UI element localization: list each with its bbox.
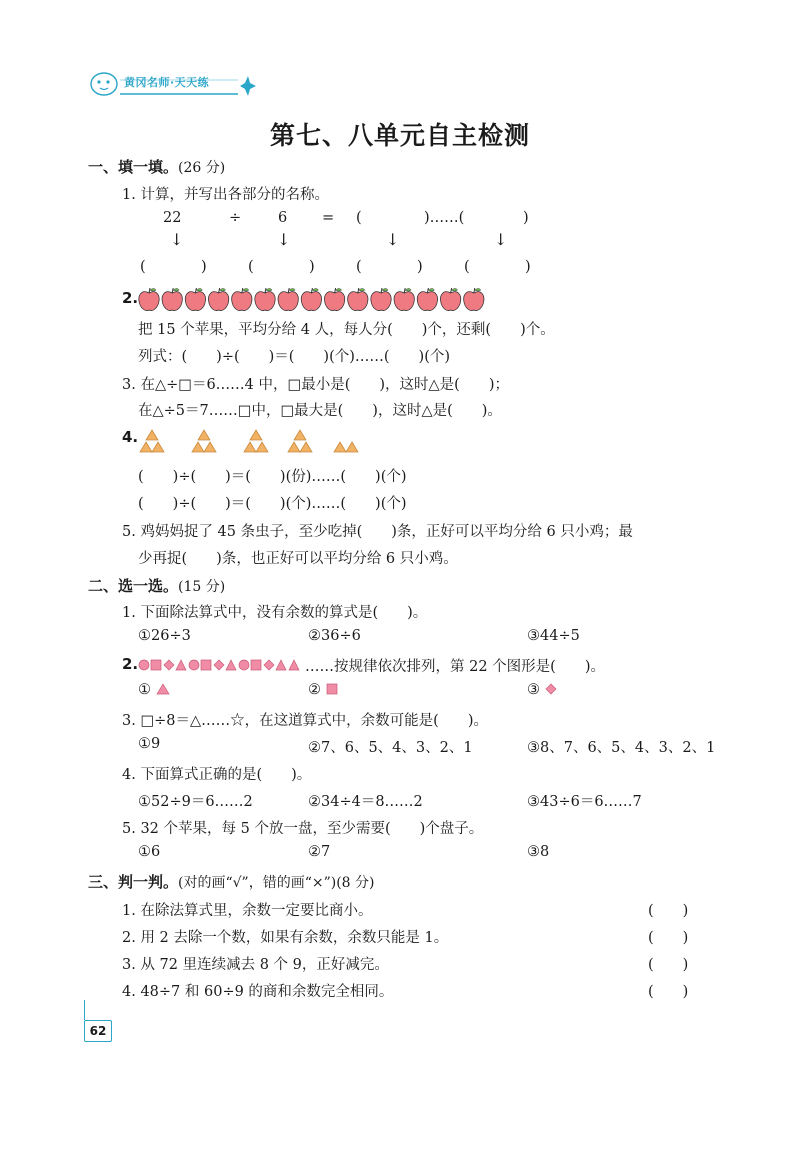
s3-item-4: 4. 48÷7 和 60÷9 的商和余数完全相同。 <box>122 984 394 1000</box>
s2-q3-text: 3. □÷8＝△……☆，在这道算式中，余数可能是( )。 <box>122 713 488 729</box>
apple-icon <box>301 288 321 311</box>
s2-q5-text: 5. 32 个苹果，每 5 个放一盘，至少需要( )个盘子。 <box>122 821 484 837</box>
apple-icon <box>440 288 460 311</box>
triangle-icon <box>244 430 268 452</box>
apple-icon <box>371 288 391 311</box>
s1-q4-line2: ( )÷( )＝( )(个)……( )(个) <box>138 496 407 512</box>
s2-q2-text: ……按规律依次排列，第 22 个图形是( )。 <box>305 659 605 675</box>
expr-div: ÷ <box>229 210 242 226</box>
s1-q2-num: 2. <box>122 289 139 307</box>
apple-icon <box>232 288 252 311</box>
s2-q4-text: 4. 下面算式正确的是( )。 <box>122 767 312 783</box>
logo-text: 黄冈名师·天天练 <box>124 76 210 89</box>
s2-q4-opt2: ②34÷4＝8……2 <box>308 794 423 810</box>
s2-q3-opt3: ③8、7、6、5、4、3、2、1 <box>527 740 716 756</box>
shape-pattern <box>138 657 302 673</box>
triangle-icon <box>156 683 170 695</box>
apple-icon <box>162 288 182 311</box>
s2-q2-opt2: ② <box>308 682 339 698</box>
s2-q1-opt3: ③44÷5 <box>527 628 580 644</box>
blank-close: ) <box>201 259 207 275</box>
s3-item-3: 3. 从 72 里连续减去 8 个 9，正好减完。 <box>122 957 389 973</box>
expr-paren-close: ) <box>523 210 529 226</box>
s2-q3-opt1: ①9 <box>138 736 161 752</box>
s3-paren-1[interactable]: ( ) <box>648 903 689 919</box>
triangle-shape <box>176 660 186 670</box>
blank-open: ( <box>464 259 470 275</box>
page-title: 第七、八单元自主检测 <box>269 121 530 150</box>
expr-22: 22 <box>163 210 182 226</box>
s3-paren-3[interactable]: ( ) <box>648 957 689 973</box>
s2-q2-opt1: ① <box>138 682 170 698</box>
s1-q2-line1: 把 15 个苹果，平均分给 4 人，每人分( )个，还剩( )个。 <box>138 322 555 338</box>
s1-q1-text: 1. 计算，并写出各部分的名称。 <box>122 187 329 203</box>
s2-q5-opt2: ②7 <box>308 844 331 860</box>
apple-icon <box>464 288 484 311</box>
apple-icon <box>278 288 298 311</box>
circle-shape <box>139 660 149 670</box>
apple-icon <box>139 288 159 311</box>
blank-close: ) <box>417 259 423 275</box>
s2-q4-opt3: ③43÷6＝6……7 <box>527 794 642 810</box>
s2-q2-num: 2. <box>122 655 139 673</box>
apple-icon <box>417 288 437 311</box>
s2-q4-opt1: ①52÷9＝6……2 <box>138 794 253 810</box>
s3-item-1: 1. 在除法算式里，余数一定要比商小。 <box>122 903 373 919</box>
arrow-down-icon: ↓ <box>386 230 400 249</box>
s2-q1-opt1: ①26÷3 <box>138 628 191 644</box>
apples-row <box>138 286 488 314</box>
s1-q5-line1: 5. 鸡妈妈捉了 45 条虫子，至少吃掉( )条，正好可以平均分给 6 只小鸡；最 <box>122 524 633 540</box>
expr-6: 6 <box>278 210 288 226</box>
arrow-down-icon: ↓ <box>170 230 184 249</box>
apple-icon <box>348 288 368 311</box>
header-logo <box>88 66 258 98</box>
apple-icon <box>255 288 275 311</box>
s1-q4-num: 4. <box>122 428 139 446</box>
s1-q4-line1: ( )÷( )＝( )(份)……( )(个) <box>138 469 407 485</box>
diamond-shape <box>164 660 174 670</box>
triangle-groups <box>138 428 378 458</box>
triangle-icon <box>288 430 312 452</box>
square-icon <box>326 683 339 695</box>
page-number: 62 <box>84 1020 112 1042</box>
s2-q5-opt3: ③8 <box>527 844 550 860</box>
triangle-icon <box>192 430 216 452</box>
triangle-icon <box>140 430 164 452</box>
arrow-down-icon: ↓ <box>494 230 508 249</box>
expr-eq: = <box>322 210 335 226</box>
triangle-icon <box>334 442 358 452</box>
section1-heading: 一、填一填。(26 分) <box>88 158 226 176</box>
square-shape <box>151 660 161 670</box>
s2-q1-text: 1. 下面除法算式中，没有余数的算式是( )。 <box>122 605 428 621</box>
blank-close: ) <box>309 259 315 275</box>
diamond-icon <box>545 683 558 695</box>
expr-paren-open: ( <box>356 210 362 226</box>
section2-heading: 二、选一选。(15 分) <box>88 577 226 595</box>
s2-q5-opt1: ①6 <box>138 844 161 860</box>
blank-open: ( <box>140 259 146 275</box>
apple-icon <box>394 288 414 311</box>
arrow-down-icon: ↓ <box>277 230 291 249</box>
apple-icon <box>208 288 228 311</box>
s2-q2-opt3: ③ <box>527 682 558 698</box>
blank-open: ( <box>356 259 362 275</box>
apple-icon <box>324 288 344 311</box>
s1-q5-line2: 少再捉( )条，也正好可以平均分给 6 只小鸡。 <box>138 551 458 567</box>
expr-remainder: )……( <box>424 210 465 226</box>
blank-close: ) <box>525 259 531 275</box>
s1-q2-line2: 列式：( )÷( )＝( )(个)……( )(个) <box>138 349 451 365</box>
page-number-rule <box>84 1000 85 1020</box>
s3-paren-4[interactable]: ( ) <box>648 984 689 1000</box>
sparkle-icon <box>240 76 256 96</box>
blank-open: ( <box>248 259 254 275</box>
apple-icon <box>185 288 205 311</box>
section3-heading: 三、判一判。(对的画“√”，错的画“×”)(8 分) <box>88 873 375 891</box>
s2-q3-opt2: ②7、6、5、4、3、2、1 <box>308 740 473 756</box>
s2-q1-opt2: ②36÷6 <box>308 628 361 644</box>
s3-paren-2[interactable]: ( ) <box>648 930 689 946</box>
s1-q3-line1: 3. 在△÷□＝6……4 中，□最小是( )，这时△是( )； <box>122 377 509 393</box>
s1-q3-line2: 在△÷5＝7……□中，□最大是( )，这时△是( )。 <box>138 403 502 419</box>
s3-item-2: 2. 用 2 去除一个数，如果有余数，余数只能是 1。 <box>122 930 449 946</box>
